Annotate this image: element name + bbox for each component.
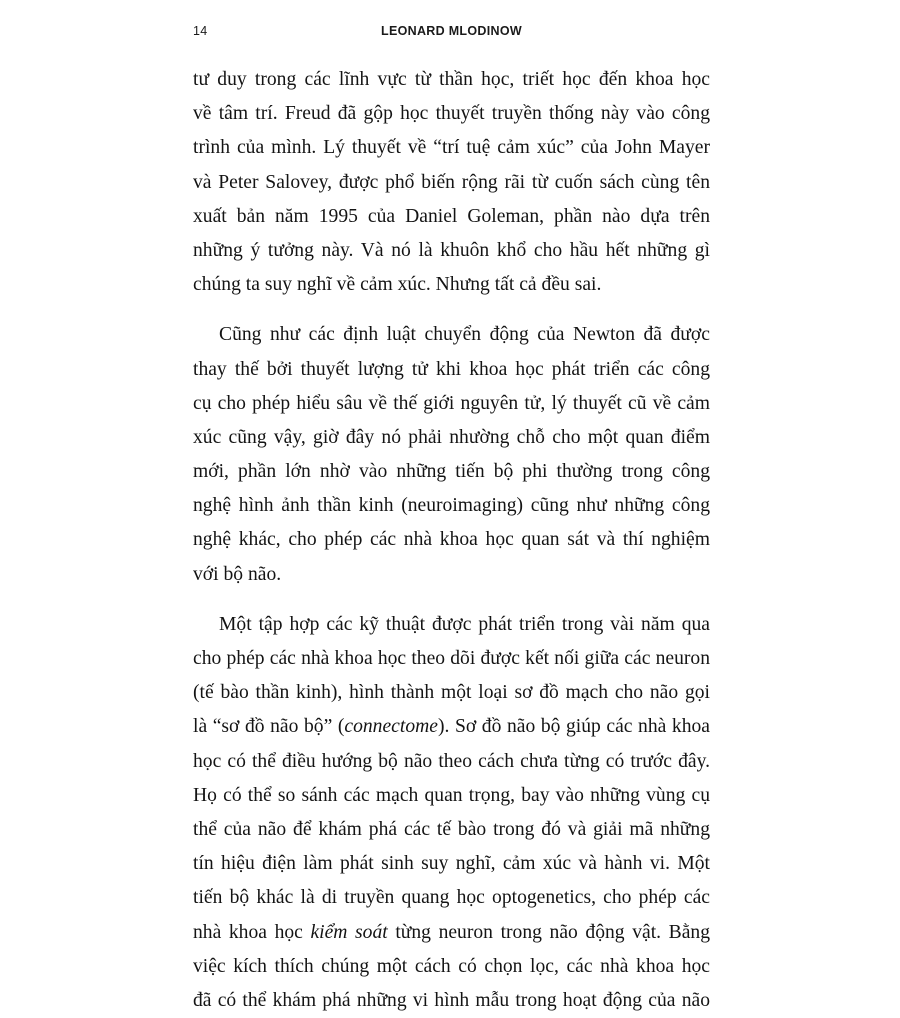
text-line xyxy=(193,710,710,744)
text-line: xúc cũng vậy, giờ đây nó phải nhường chỗ cho một quan điểm xyxy=(193,426,710,448)
text-line: tín hiệu điện làm phát sinh suy nghĩ, cảm xúc và hành vi. Một xyxy=(193,853,710,875)
text-line: nghệ hình ảnh thần kinh (neuroimaging) cũng như những công xyxy=(193,495,710,517)
text-line: tư duy trong các lĩnh vực từ thần học, triết học đến khoa học xyxy=(193,69,710,90)
text-line: học có thể điều hướng bộ não theo cách chưa từng có trước đây. xyxy=(193,750,710,772)
text-line xyxy=(193,916,710,950)
text-line: cho phép các nhà khoa học theo dõi được kết nối giữa các neuron xyxy=(193,648,710,669)
body-text xyxy=(193,63,710,1018)
text-run: là “sơ đồ não bộ” ( xyxy=(193,716,345,738)
paragraph xyxy=(193,63,710,302)
text-line: chúng ta suy nghĩ về cảm xúc. Nhưng tất cả đều sai. xyxy=(193,274,602,296)
text-line: Cũng như các định luật chuyển động của Newton đã được xyxy=(219,324,710,346)
text-line: và Peter Salovey, được phổ biến rộng rãi từ cuốn sách cùng tên xyxy=(193,171,710,193)
text-line: về tâm trí. Freud đã gộp học thuyết truyền thống này vào công xyxy=(193,103,710,125)
text-run: nhà khoa học xyxy=(193,921,311,943)
text-line: đã có thể khám phá những vi hình mẫu trong hoạt động của não xyxy=(193,989,710,1011)
text-line: thể của não để khám phá các tế bào trong đó và giải mã những xyxy=(193,818,710,840)
text-line: những ý tưởng này. Và nó là khuôn khổ cho hầu hết những gì xyxy=(193,239,710,261)
paragraph-gap xyxy=(193,302,710,318)
text-line: với bộ não. xyxy=(193,563,282,585)
text-line: cụ cho phép hiểu sâu về thế giới nguyên tử, lý thuyết cũ về cảm xyxy=(193,392,710,414)
running-header xyxy=(193,20,710,44)
text-line: xuất bản năm 1995 của Daniel Goleman, phần nào dựa trên xyxy=(193,205,710,227)
text-run: ). Sơ đồ não bộ giúp các nhà khoa xyxy=(437,716,711,738)
text-line: mới, phần lớn nhờ vào những tiến bộ phi thường trong công xyxy=(193,461,710,483)
text-line: việc kích thích chúng một cách có chọn lọc, các nhà khoa học xyxy=(193,955,710,977)
text-line: (tế bào thần kinh), hình thành một loại sơ đồ mạch cho não gọi xyxy=(193,682,710,704)
text-line: Họ có thể so sánh các mạch quan trọng, bay vào những vùng cụ xyxy=(193,784,710,806)
text-line: thay thế bởi thuyết lượng tử khi khoa học phát triển các công xyxy=(193,358,710,380)
paragraph xyxy=(193,608,710,1018)
text-line: tiến bộ khác là di truyền quang học optogenetics, cho phép các xyxy=(193,887,710,909)
italic-term-kiem-soat: kiểm soát xyxy=(310,921,388,943)
text-run: từng neuron trong não động vật. Bằng xyxy=(387,921,710,943)
running-head-author: LEONARD MLODINOW xyxy=(381,24,522,38)
italic-term-connectome: connectome xyxy=(344,716,438,738)
text-line: trình của mình. Lý thuyết về “trí tuệ cảm xúc” của John Mayer xyxy=(193,137,710,159)
text-line: nghệ khác, cho phép các nhà khoa học quan sát và thí nghiệm xyxy=(193,529,710,551)
paragraph xyxy=(193,318,710,592)
paragraph-gap xyxy=(193,592,710,608)
page-number: 14 xyxy=(193,24,208,38)
text-line: Một tập hợp các kỹ thuật được phát triển trong vài năm qua xyxy=(219,613,710,635)
